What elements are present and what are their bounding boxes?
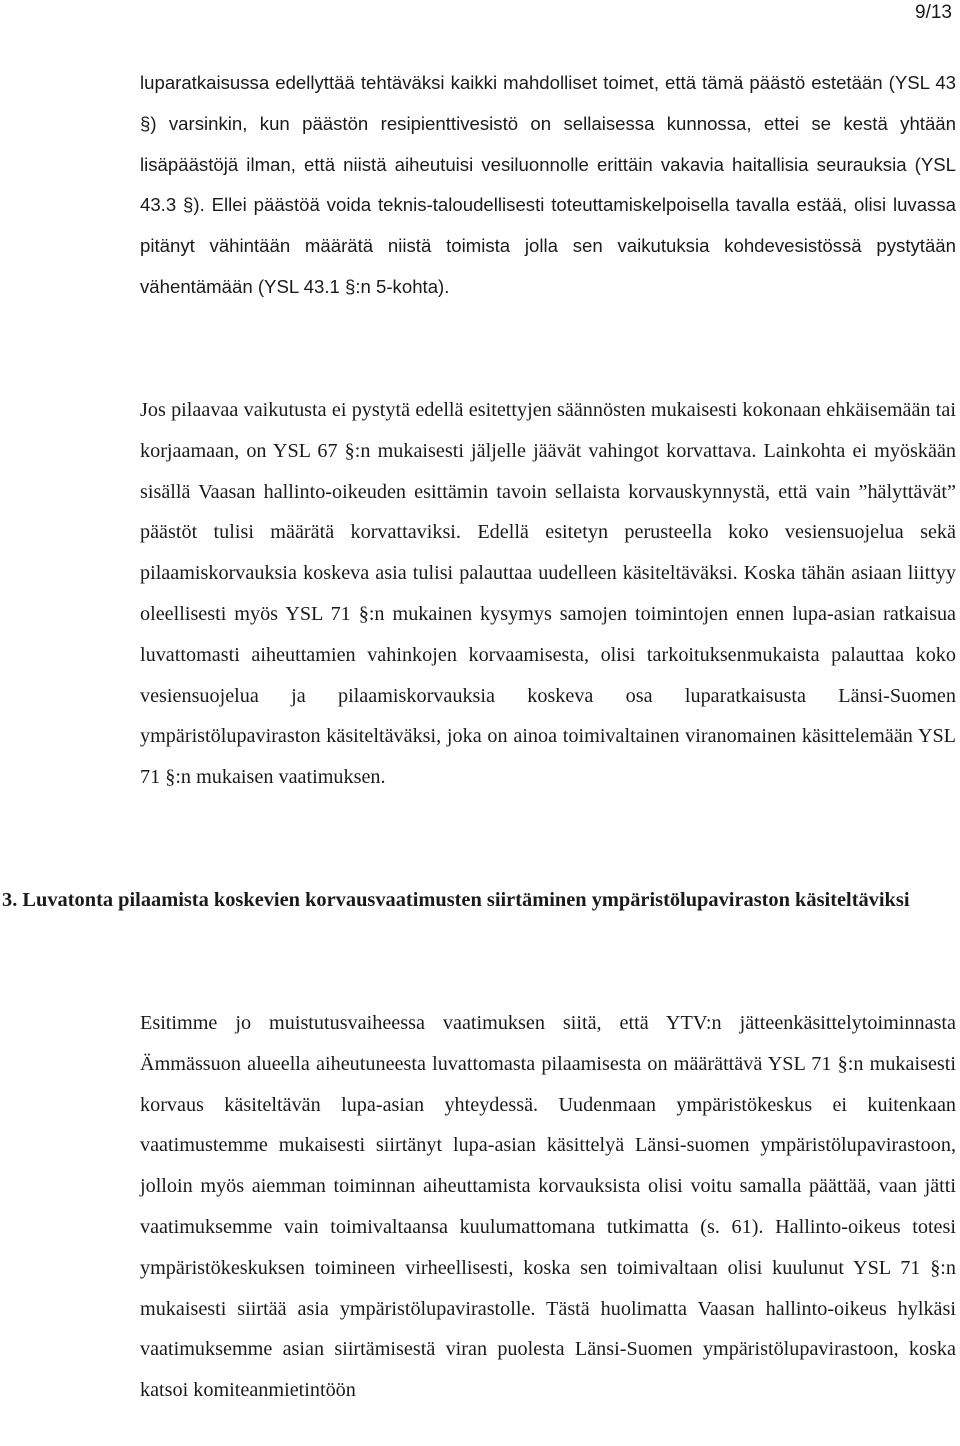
paragraph-permit-obligations: luparatkaisussa edellyttää tehtäväksi kaikki mahdolliset toimet, että tämä päästö estetään (YSL 43 §) varsinkin, kun päästön resipienttivesistö on sellaisessa kunnossa, ettei se kestä yhtään lisäpäästöjä ilman, että niistä aiheutuisi vesiluonnolle erittäin vakavia haitallisia seurauksia (YSL 43.3 §). Ellei päästöä voida teknis-taloudellisesti toteuttamiskelpoisella tavalla estää, olisi luvassa pitänyt vähintään määrätä niistä toimista jolla sen vaikutuksia kohdevesistössä pystytään vähentämään (YSL 43.1 §:n 5-kohta). <box>140 72 956 297</box>
section-number: 3. <box>2 889 18 911</box>
paragraph-compensation: Jos pilaavaa vaikutusta ei pystytä edellä esitettyjen säännösten mukaisesti kokonaan ehkäisemään tai korjaamaan, on YSL 67 §:n mukaisesti jäljelle jäävät vahingot korvattava. Lainkohta ei myöskään sisällä Vaasan hallinto-oikeuden esittämin tavoin sellaista korvauskynnystä, että vain ”hälyttävät” päästöt tulisi määrätä korvattaviksi. Edellä esitetyn perusteella koko vesiensuojelua sekä pilaamiskorvauksia koskeva asia tulisi palauttaa uudelleen käsiteltäväksi. Koska tähän asiaan liittyy oleellisesti myös YSL 71 §:n mukainen kysymys samojen toimintojen ennen lupa-asian ratkaisua luvattomasti aiheuttamien vahinkojen korvaamisesta, olisi tarkoituksenmukaista palauttaa koko vesiensuojelua ja pilaamiskorvauksia koskeva osa luparatkaisusta Länsi-Suomen ympäristölupaviraston käsiteltäväksi, joka on ainoa toimivaltainen viranomainen käsittelemään YSL 71 §:n mukaisen vaatimuksen. <box>140 399 956 789</box>
paragraph-transfer-request: Esitimme jo muistutusvaiheessa vaatimuksen siitä, että YTV:n jätteenkäsittelytoiminnasta Ämmässuon alueella aiheutuneesta luvattomasta pilaamisesta on määrättävä YSL 71 §:n mukaisesti korvaus käsiteltävän lupa-asian yhteydessä. Uudenmaan ympäristökeskus ei kuitenkaan vaatimustemme mukaisesti siirtänyt lupa-asian käsittelyä Länsi-suomen ympäristölupavirastoon, jolloin myös aiemman toiminnan aiheuttamista korvauksista olisi voitu samalla päättää, vaan jätti vaatimuksemme vain toimivaltaansa kuulumattomana tutkimatta (s. 61). Hallinto-oikeus totesi ympäristökeskuksen toimineen virheellisesti, koska sen toimivaltaan olisi kuulunut YSL 71 §:n mukaisesti siirtää asia ympäristölupavirastolle. Tästä huolimatta Vaasan hallinto-oikeus hylkäsi vaatimuksemme asian siirtämisestä viran puolesta Länsi-Suomen ympäristölupavirastoon, koska katsoi komiteanmietintöön <box>140 1012 956 1402</box>
section-title: Luvatonta pilaamista koskevien korvausvaatimusten siirtäminen ympäristölupaviraston käsiteltäviksi <box>22 889 910 911</box>
section-heading <box>2 880 952 920</box>
page-number: 9/13 <box>915 2 952 23</box>
